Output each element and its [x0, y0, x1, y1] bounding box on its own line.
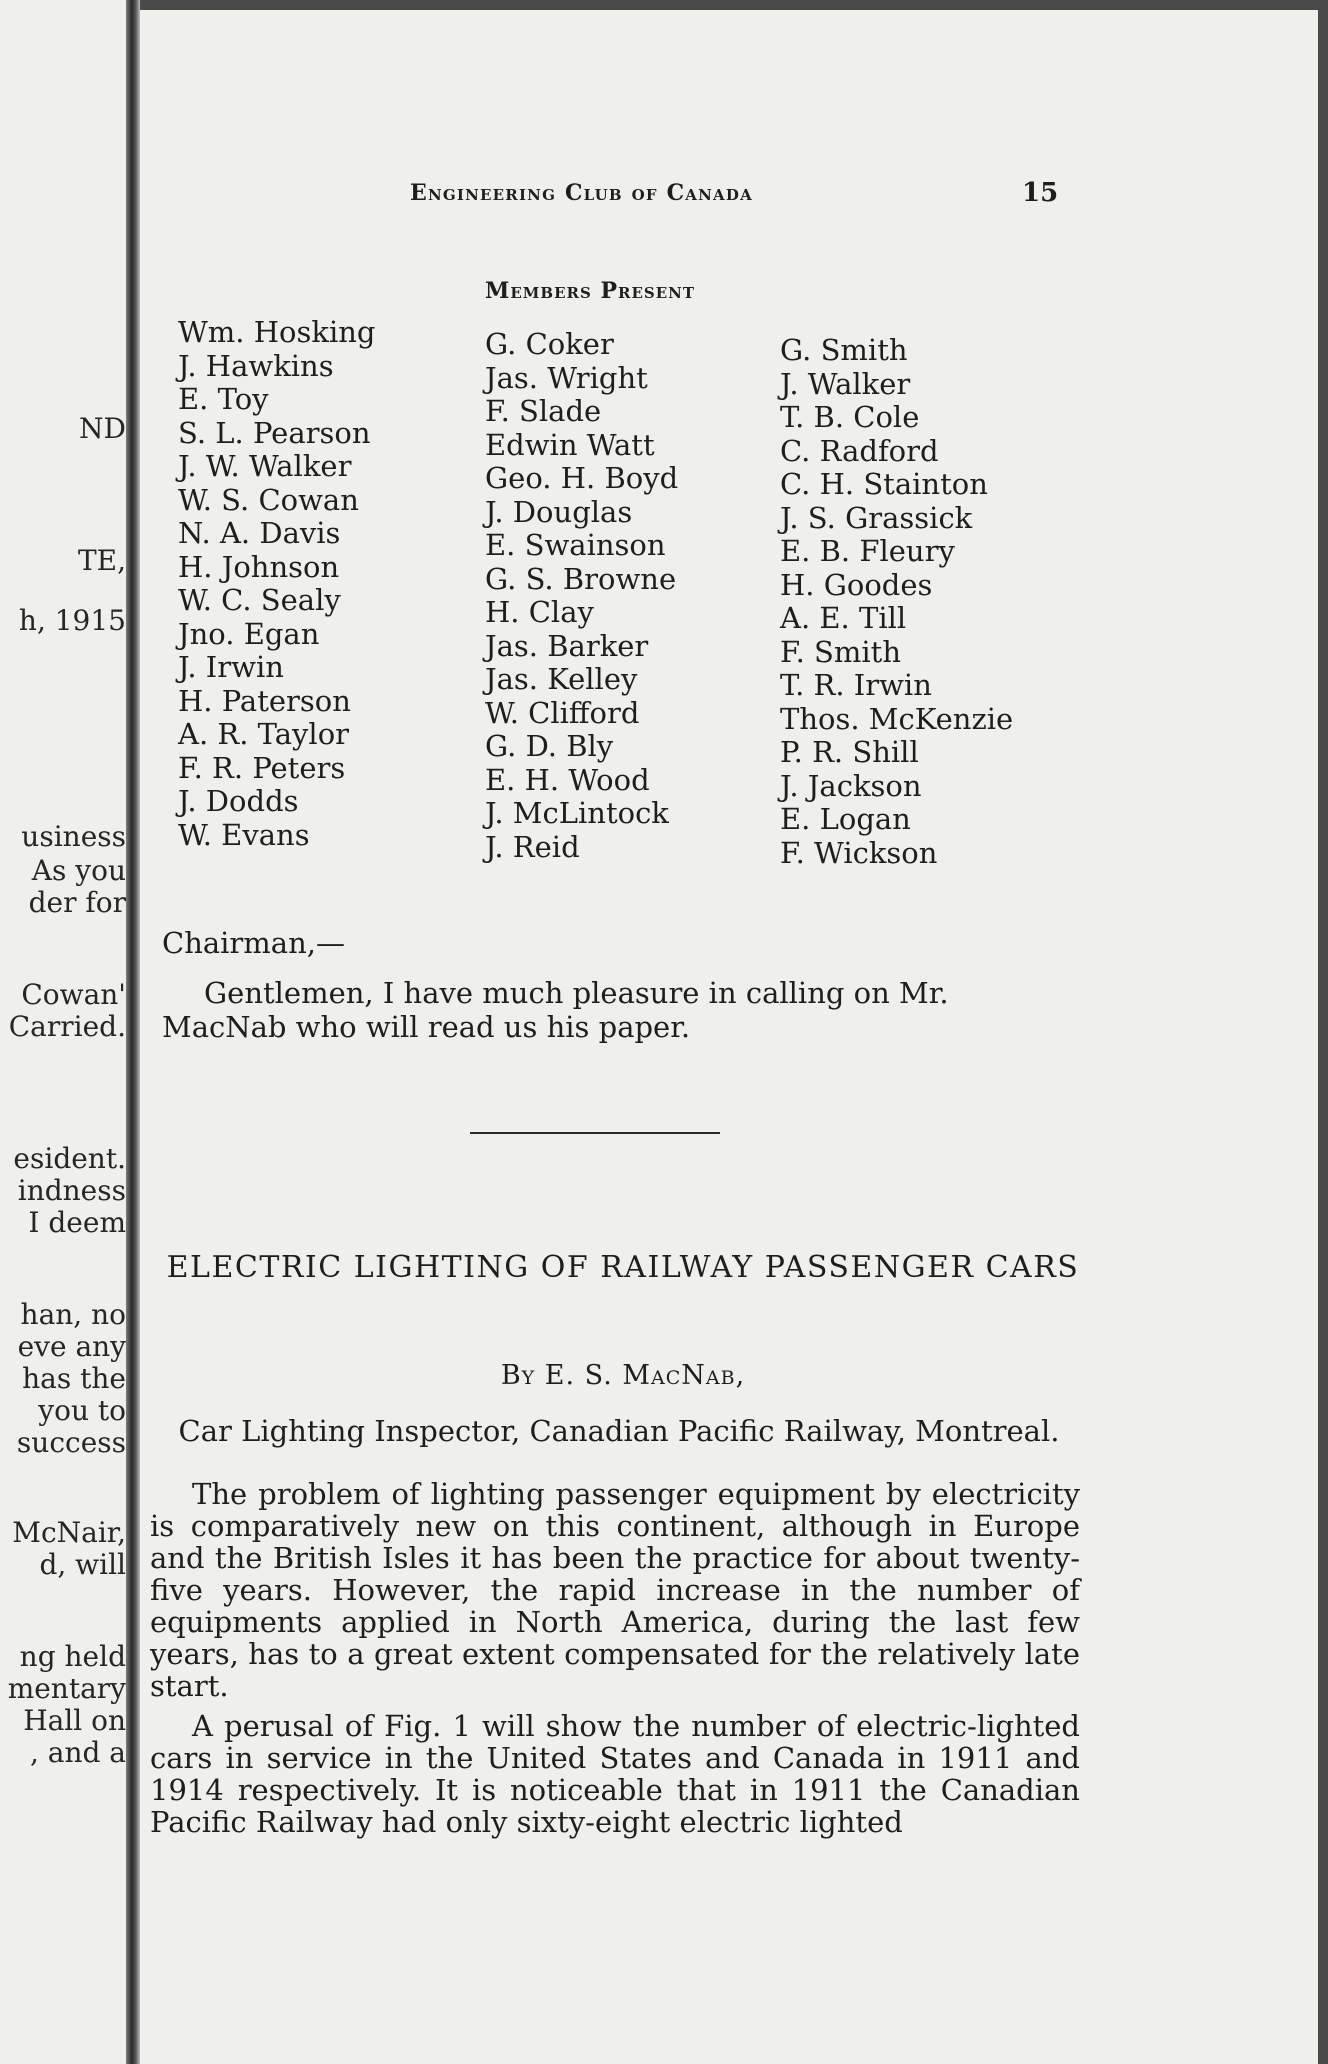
members-column-1	[178, 316, 375, 852]
facing-page-text: Carried.	[8, 1010, 126, 1043]
chairman-label: Chairman,—	[162, 926, 345, 960]
member-name: N. A. Davis	[178, 516, 341, 550]
member-name: W. Evans	[178, 817, 310, 852]
facing-page-text: usiness	[21, 820, 126, 853]
facing-page-text: h, 1915	[18, 604, 126, 637]
member-name: H. Clay	[485, 595, 594, 629]
member-name: P. R. Shill	[780, 735, 919, 769]
member-name: A. E. Till	[780, 601, 907, 635]
member-name: Geo. H. Boyd	[485, 461, 679, 495]
member-name: Edwin Watt	[485, 427, 655, 462]
member-name: Jas. Barker	[485, 628, 649, 663]
member-name: H. Johnson	[178, 549, 340, 584]
chairman-speech	[162, 976, 1082, 1044]
members-column-3	[780, 334, 1013, 870]
facing-page-text: As you	[31, 854, 126, 887]
facing-page-text: esident.	[13, 1142, 126, 1175]
running-head: Engineering Club of Canada	[410, 180, 753, 206]
member-name: E. H. Wood	[485, 762, 650, 797]
book-gutter	[126, 0, 140, 2064]
member-name: T. R. Irwin	[780, 668, 932, 702]
member-name: T. B. Cole	[780, 400, 920, 434]
facing-page-text: der for	[28, 886, 126, 919]
member-name: J. Hawkins	[178, 348, 334, 383]
member-name: J. Irwin	[178, 650, 284, 684]
member-name: H. Paterson	[178, 683, 351, 718]
article-title: ELECTRIC LIGHTING OF RAILWAY PASSENGER CARS	[166, 1250, 1080, 1285]
member-name: G. D. Bly	[485, 729, 614, 763]
member-name: Jas. Wright	[485, 360, 648, 395]
member-name: J. Jackson	[780, 768, 922, 803]
author-affiliation: Car Lighting Inspector, Canadian Pacific Railway, Montreal.	[178, 1414, 1060, 1448]
page-number: 15	[1022, 178, 1059, 208]
member-name: F. Slade	[485, 394, 602, 428]
facing-page-text: ng held	[19, 1640, 126, 1673]
member-name: J. Walker	[780, 366, 911, 401]
member-name: W. S. Cowan	[178, 482, 359, 517]
article-paragraph-2: A perusal of Fig. 1 will show the number of electric-lighted cars in service in the United States and Canada in 1911 and 1914 respectively. It is noticeable that in 1911 the Canadian Pacific Railway had only sixty-eight electric lighted	[150, 1709, 1080, 1839]
member-name: J. Reid	[485, 829, 580, 864]
chairman-speech-text: Gentlemen, I have much pleasure in calling on Mr. MacNab who will read us his paper.	[162, 976, 949, 1044]
facing-page-text: d, will	[39, 1548, 126, 1581]
page	[140, 10, 1318, 2064]
section-divider	[470, 1132, 720, 1134]
member-name: E. B. Fleury	[780, 534, 955, 568]
members-present-heading: Members Present	[485, 278, 696, 304]
member-name: Jno. Egan	[178, 616, 320, 651]
member-name: J. Dodds	[178, 784, 299, 818]
facing-page-text: , and a	[29, 1736, 126, 1769]
article-byline: By E. S. MacNab,	[500, 1360, 746, 1391]
facing-page-text: success	[16, 1426, 126, 1459]
facing-page-text: has the	[22, 1362, 126, 1395]
member-name: J. W. Walker	[178, 449, 352, 483]
member-name: S. L. Pearson	[178, 415, 371, 450]
member-name: F. Wickson	[780, 835, 938, 870]
member-name: A. R. Taylor	[178, 717, 350, 751]
member-name: F. Smith	[780, 634, 902, 669]
member-name: Thos. McKenzie	[780, 701, 1014, 736]
member-name: G. S. Browne	[485, 561, 677, 596]
member-name: G. Smith	[780, 333, 908, 367]
member-name: F. R. Peters	[178, 750, 346, 785]
facing-page-text: McNair,	[12, 1516, 126, 1549]
facing-page-text: I deem	[28, 1206, 126, 1239]
facing-page-text: ND	[79, 412, 126, 445]
member-name: J. Douglas	[485, 494, 633, 529]
member-name: Wm. Hosking	[178, 315, 376, 349]
member-name: C. Radford	[780, 433, 939, 468]
member-name: G. Coker	[485, 327, 614, 361]
member-name: H. Goodes	[780, 567, 933, 602]
member-name: E. Logan	[780, 802, 911, 836]
facing-page-text: mentary	[7, 1672, 126, 1705]
facing-page-text: han, no	[20, 1298, 126, 1331]
facing-page-text: eve any	[17, 1330, 126, 1363]
member-name: W. Clifford	[485, 695, 640, 730]
facing-page-text: TE,	[77, 544, 126, 577]
facing-page-text: you to	[38, 1394, 126, 1427]
facing-page-text: indness	[17, 1174, 126, 1207]
member-name: W. C. Sealy	[178, 583, 341, 617]
facing-page-text: Cowan'	[21, 978, 126, 1011]
article-paragraph-1: The problem of lighting passenger equipment by electricity is comparatively new on this continent, although in Europe and the British Isles it has been the practice for about twenty-five years. However, the rapid increase in the number of equipments applied in North America, during the last few years, has to a great extent compensated for the relatively late start.	[150, 1477, 1080, 1703]
member-name: E. Toy	[178, 382, 269, 416]
member-name: E. Swainson	[485, 528, 666, 562]
members-column-2	[485, 328, 678, 864]
member-name: J. McLintock	[485, 796, 669, 830]
member-name: Jas. Kelley	[485, 662, 638, 696]
member-name: J. S. Grassick	[780, 500, 973, 535]
facing-page	[0, 0, 132, 2064]
facing-page-text: Hall on	[23, 1704, 126, 1737]
member-name: C. H. Stainton	[780, 467, 988, 501]
